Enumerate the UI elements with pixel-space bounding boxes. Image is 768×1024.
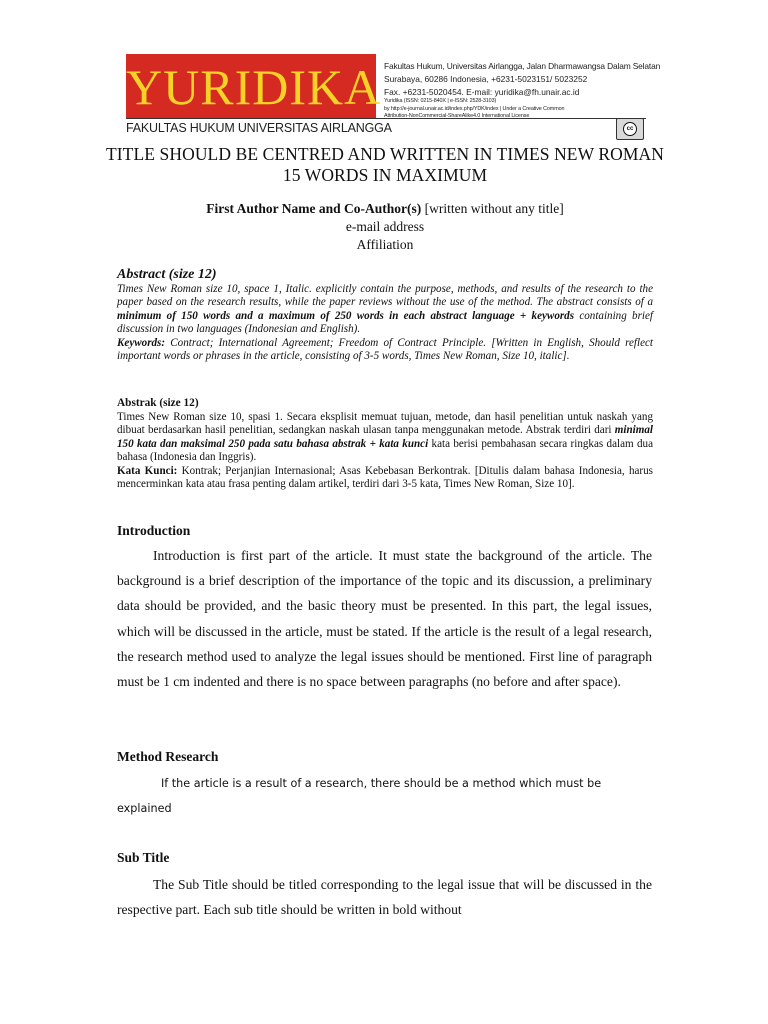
- author-affiliation: Affiliation: [356, 237, 414, 252]
- introduction-heading: Introduction: [117, 523, 191, 538]
- author-names: First Author Name and Co-Author(s): [206, 201, 422, 216]
- introduction-paragraph: [117, 543, 652, 694]
- method-paragraph: [117, 771, 652, 821]
- method-heading: Method Research: [117, 749, 219, 764]
- address-line-2: Surabaya, 60286 Indonesia, +6231-5023151/ 5023252: [384, 74, 588, 84]
- abstract-bold: minimum of 150 words and a maximum of 250 words in each abstract language + keywords: [117, 309, 575, 322]
- introduction-text: Introduction is first part of the article. It must state the background of the article. The background is a brief description of the importance of the topic and its discussion, a preliminary data should be provided, and the basic theory must be presented. In this part, the legal issues, which will be discussed in the article, must be stated. If the article is the result of a legal research, the research method used to analyze the legal issues should be mentioned. First line of paragraph must be 1 cm indented and there is no space between paragraphs (no before and after space).: [117, 548, 652, 690]
- abstract-text-2: containing brief discussion in two languages (Indonesian and English).: [117, 309, 653, 336]
- journal-logo-text: YURIDIKA: [126, 59, 382, 115]
- creative-commons-icon: cc: [616, 118, 644, 140]
- article-title: TITLE SHOULD BE CENTRED AND WRITTEN IN TIMES NEW ROMAN 15 WORDS IN MAXIMUM: [105, 144, 665, 185]
- journal-info: [384, 60, 661, 121]
- abstrak-text-2: kata berisi pembahasan secara ringkas dalam dua bahasa (Indonesia dan Inggris).: [117, 437, 653, 464]
- subtitle-text: The Sub Title should be titled corresponding to the legal issue that will be discussed in the respective part. Each sub title should be written in bold without: [117, 877, 652, 918]
- method-text: If the article is a result of a research, there should be a method which must be explained: [117, 777, 602, 815]
- abstract-body: [117, 283, 653, 363]
- license-line-2: Attribution-NonCommercial-ShareAlike4.0 International License: [384, 113, 530, 120]
- abstract-text-1: Times New Roman size 10, space 1, Italic. explicitly contain the purpose, methods, and results of the research to the paper based on the research results, while the paper reviews without the use of the method. The abstract consists of a: [117, 283, 653, 309]
- keywords-text: Contract; International Agreement; Freedom of Contract Principle. [Written in English, Should reflect important words or phrases in the article, consisting of 3-5 words, Times New Roman, Size 10, italic].: [117, 336, 653, 363]
- abstrak-text-1: Times New Roman size 10, spasi 1. Secara eksplisit memuat tujuan, metode, dan hasil penelitian untuk naskah yang dibuat berdasarkan hasil penelitian, sedangkan naskah ulasan tanpa menggunakan metode. Abstrak terdiri dari: [117, 411, 653, 437]
- abstract-heading: Abstract (size 12): [117, 267, 217, 282]
- author-email: e-mail address: [345, 219, 425, 234]
- journal-logo: [126, 54, 382, 118]
- abstrak-bold: minimal 150 kata dan maksimal 250 pada satu bahasa abstrak + kata kunci: [117, 424, 653, 450]
- subtitle-paragraph: [117, 872, 652, 922]
- contact-line: Fax. +6231-5020454. E-mail: yuridika@fh.unair.ac.id: [384, 87, 580, 97]
- author-note: [written without any title]: [424, 201, 564, 216]
- subtitle-heading: Sub Title: [117, 850, 170, 865]
- abstrak-heading: Abstrak (size 12): [117, 397, 199, 409]
- license-line-1: by http://e-journal.unair.ac.id/index.php/YDK/index | Under a Creative Common: [384, 105, 565, 112]
- faculty-name: FAKULTAS HUKUM UNIVERSITAS AIRLANGGA: [126, 121, 392, 135]
- kata-kunci-label: Kata Kunci:: [117, 464, 178, 477]
- journal-header: [118, 52, 661, 140]
- keywords-label: Keywords:: [117, 336, 166, 349]
- author-block: [100, 200, 670, 254]
- address-line-1: Fakultas Hukum, Universitas Airlangga, Jalan Dharmawangsa Dalam Selatan: [384, 61, 661, 71]
- issn-line: Yuridika (ISSN: 0215-840X | e-ISSN: 2528-3103): [384, 98, 497, 104]
- author-line: [100, 200, 670, 218]
- kata-kunci-text: Kontrak; Perjanjian Internasional; Asas Kebebasan Berkontrak. [Ditulis dalam bahasa Indonesia, harus mencerminkan kata atau frasa penting dalam artikel, terdiri dari 3-5 kata, Times New Roman, Size 10].: [117, 464, 653, 491]
- abstrak-body: [117, 411, 653, 491]
